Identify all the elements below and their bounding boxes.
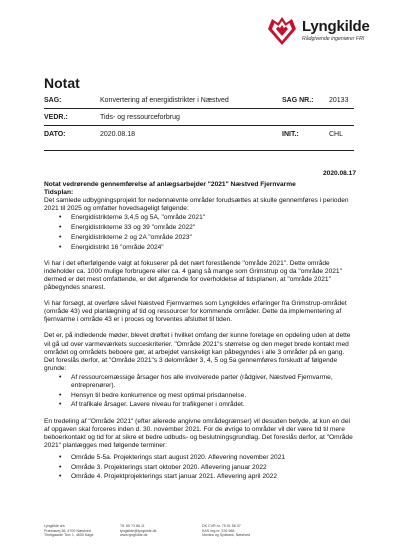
list-item: • Energidistrikt 16 "område 2024" [44,244,356,252]
meta-bottom-rule [44,150,354,151]
footer-line: KAS reg.nr. 226 988 [202,528,235,533]
logo-name: Lyngkilde [302,18,370,35]
paragraph-1: Det samlede udbygningsprojekt for nedennævnte områder forudsættes at skulle gennemføres i perioden 2021 til 2025 og omfatter hovedsageligt følgende: [44,197,349,213]
footer-contact-col [120,524,156,538]
body-heading: Notat vedrørende gennemførelse af anlægsarbejder "2021" Næstved Fjernvarme [44,181,296,189]
meta-divider [44,108,354,109]
footer-line: Lyngkilde a/s [44,524,65,528]
vedr-label: VEDR.: [44,114,68,121]
logo-tagline: Rådgivende ingeniører FRI [302,36,365,42]
list-item: • Energidistrikterne 2 og 2A "område 2023" [44,234,356,242]
district-list [44,214,356,251]
body-date: 2020.08.17 [322,170,356,177]
footer-line: www.lyngkilde.dk [120,533,148,538]
reasons-list [44,374,356,410]
footer-line: Tlf. 55 73 86 11 [120,524,145,528]
schedule-list [44,454,356,481]
footer-company-col [44,524,93,538]
list-item: • Område 3. Projekterings start oktober 2020. Aflevering januar 2022 [44,464,356,472]
dato-value: 2020.08.18 [100,131,136,138]
sag-value: Konvertering af energidistrikter i Næstved [100,97,229,104]
document-title: Notat [44,75,80,91]
sag-label: SAG: [44,97,62,104]
paragraph-3: Vi har forsøgt, at overføre såvel Næstved Fjernvarmes som Lyngkildes erfaringer fra Grimstrup-området (område 43) ved planlægning af tid og ressourcer for kommende områder. Dette da implementering af fjernvarme i område 43 er i proces og forventes afsluttet til tiden. [44,300,347,324]
sagnr-value: 20133 [329,97,349,104]
list-item: • Energidistrikterne 3,4,5 og 5A, "område 2021" [44,214,356,222]
body-subheading: Tidsplan: [44,189,74,197]
list-item: • Af trafikale årsager. Lavere niveau for trafikgener i området. [44,401,356,409]
document-body [44,170,356,487]
paragraph-4: Det er, på indledende møder, blevet drøftet i hvilket omfang der kunne foretage en opdeling uden at dette vil gå ud over varmeværkets succeskriterier. "Område 2021"s størrelse og den meget brede kontakt med området og områdets beboere gør, at arbejdet vanskeligt kan påbegyndes i alle 3 områder på en gang. Det foreslås derfor, at "Område 2021"s 3 delområder 3, 4, 5 og 5a gennemføres forskudt af følgende grunde: [44,332,351,372]
footer-line: Præstøvej 36, 4700 Næstved [44,528,91,533]
list-item: • Af ressourcemæssige årsager hos alle involverede parter (rådgiver, Næstved Fjernvarme, entreprenører). [44,374,356,390]
footer-line: DK CVR-nr. 75 01 56 37 [202,524,241,528]
company-logo [265,14,390,48]
paragraph-2: Vi har i det efterfølgende valgt at fokuserer på det nært forestående "område 2021". Dette område indeholder ca. 1000 mulige forbrugere eller ca. 4 gang så mange som Grimstrup og da "område 2021" dermed er det mest omfattende, er det afgørende for overholdelse af tidsplanen, at "område 2021" påbegyndes snarest. [44,259,342,291]
list-item: • Energidistrikterne 33 og 39 "område 2022" [44,224,356,232]
footer-registration-col [202,524,250,538]
footer-line: lyngkilde@lyngkilde.dk [120,528,157,533]
init-value: CHL [329,131,344,138]
vedr-value: Tids- og ressourceforbrug [100,114,180,121]
footer-line: Thetlgaarde Torv 1, 4600 Køge [44,533,94,538]
paragraph-5: En tredeling af "Område 2021" (efter allerede angivne områdegrænser) vil desuden betyde, at kun en del af opgaven skal forceres inden d. 30. november 2021. For de øvrige to områder vil der være tid til mere beboerkontakt og tid for at sikre et bedre udbuds- og beslutningsgrundlag. Det foreslås derfor, at "Område 2021" planlægges med følgende terminer: [44,417,353,449]
sagnr-label: SAG NR.: [282,97,314,104]
init-label: INIT.: [282,131,299,138]
meta-divider [44,125,354,126]
dato-label: DATO: [44,131,66,138]
lyngkilde-logo-mark-icon [265,14,299,48]
list-item: • Hensyn til bedre konkurrence og mest optimal prisdannelse. [44,392,356,400]
list-item: • Område 4. Projektprojekterings start januar 2021. Aflevering april 2022 [44,473,356,481]
footer-line: Nordea og Sydbank, Næstved [202,533,251,538]
list-item: • Område 5-5a. Projekterings start august 2020. Aflevering november 2021 [44,454,356,462]
